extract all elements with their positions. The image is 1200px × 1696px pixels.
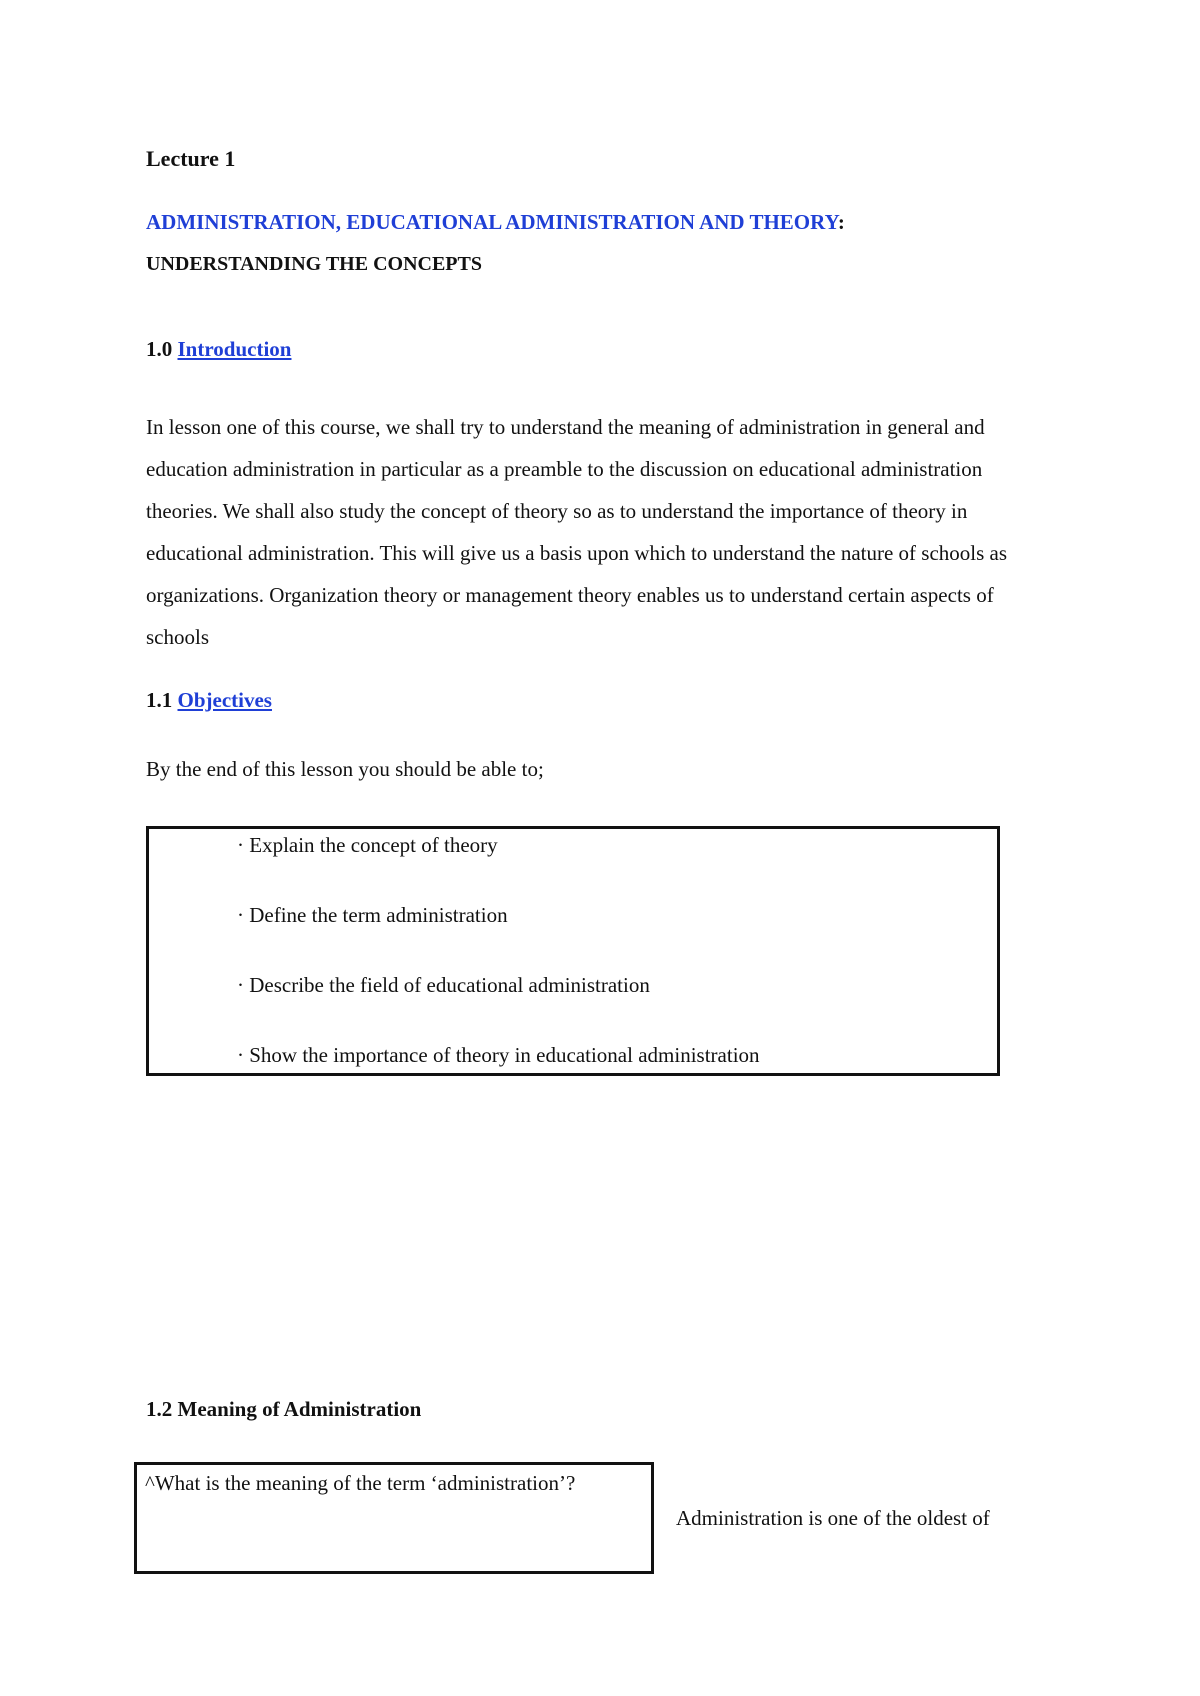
question-box (134, 1462, 654, 1574)
document-title-main: ADMINISTRATION, EDUCATIONAL ADMINISTRATION AND THEORY (146, 210, 838, 234)
meaning-text: Administration is one of the oldest of (676, 1506, 990, 1530)
document-subtitle: UNDERSTANDING THE CONCEPTS (146, 253, 482, 275)
intro-link[interactable]: Introduction (177, 337, 292, 361)
intro-heading (146, 337, 291, 362)
objectives-heading (146, 688, 272, 713)
objectives-box (146, 826, 1000, 1076)
meaning-heading: 1.2 Meaning of Administration (146, 1397, 422, 1421)
objectives-number: 1.1 (146, 688, 173, 712)
objectives-lead: By the end of this lesson you should be able to; (146, 757, 544, 781)
objective-item: · Describe the field of educational administration (237, 973, 650, 997)
question-text: ^What is the meaning of the term ‘administration’? (145, 1471, 576, 1495)
objectives-link[interactable]: Objectives (177, 688, 272, 712)
intro-number: 1.0 (146, 337, 173, 361)
objective-item: · Explain the concept of theory (237, 833, 498, 857)
objective-item: · Define the term administration (237, 903, 508, 927)
document-title (146, 210, 845, 235)
lecture-label: Lecture 1 (146, 146, 236, 171)
document-title-colon: : (837, 210, 845, 234)
objective-item: · Show the importance of theory in educational administration (237, 1043, 760, 1067)
intro-paragraph: In lesson one of this course, we shall try to understand the meaning of administration in general and education administration in particular as a preamble to the discussion on educational administration theories. We shall also study the concept of theory so as to understand the importance of theory in educational administration. This will give us a basis upon which to understand the nature of schools as organizations. Organization theory or management theory enables us to understand certain aspects of schools (146, 415, 1008, 649)
